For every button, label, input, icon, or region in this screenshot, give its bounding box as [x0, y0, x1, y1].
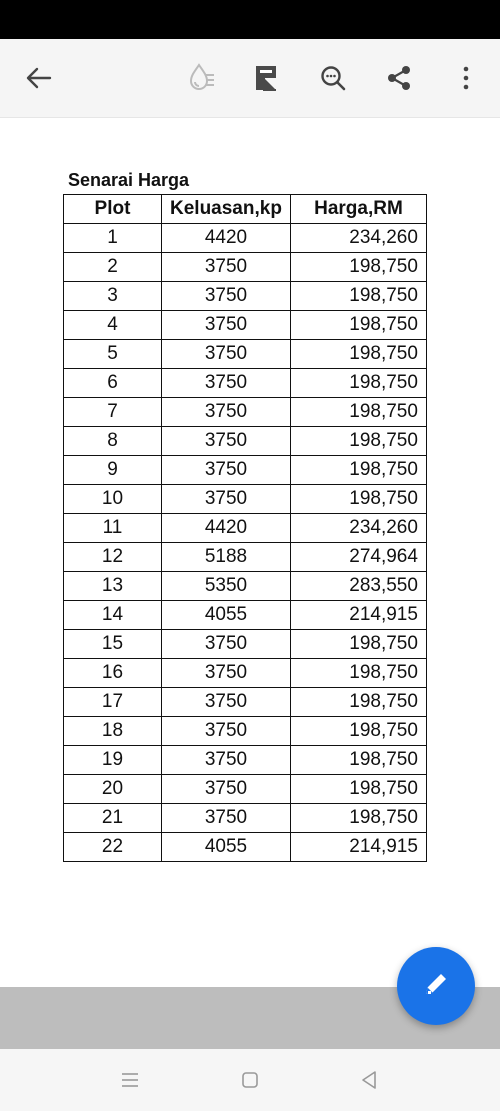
- cell-price: 234,260: [290, 224, 426, 253]
- cell-price: 283,550: [290, 572, 426, 601]
- cell-price: 198,750: [290, 456, 426, 485]
- table-row: [64, 746, 427, 775]
- cell-plot: 2: [64, 253, 162, 282]
- ink-saver-icon[interactable]: [181, 58, 221, 98]
- back-triangle-icon[interactable]: [354, 1065, 384, 1095]
- table-row: [64, 804, 427, 833]
- cell-plot: 19: [64, 746, 162, 775]
- cell-plot: 13: [64, 572, 162, 601]
- cell-plot: 21: [64, 804, 162, 833]
- cell-price: 234,260: [290, 514, 426, 543]
- cell-area: 3750: [162, 804, 291, 833]
- recent-apps-icon[interactable]: [115, 1065, 145, 1095]
- cell-price: 198,750: [290, 369, 426, 398]
- cell-plot: 14: [64, 601, 162, 630]
- price-table: [63, 194, 427, 862]
- edit-fab-button[interactable]: [397, 947, 475, 1025]
- cell-plot: 16: [64, 659, 162, 688]
- cell-price: 214,915: [290, 601, 426, 630]
- cell-area: 4420: [162, 514, 291, 543]
- cell-area: 5350: [162, 572, 291, 601]
- cell-price: 198,750: [290, 804, 426, 833]
- home-icon[interactable]: [235, 1065, 265, 1095]
- table-row: [64, 311, 427, 340]
- system-nav-bar: [0, 1049, 500, 1111]
- table-row: [64, 775, 427, 804]
- cell-plot: 7: [64, 398, 162, 427]
- cell-plot: 9: [64, 456, 162, 485]
- cell-plot: 4: [64, 311, 162, 340]
- cell-area: 3750: [162, 456, 291, 485]
- cell-plot: 18: [64, 717, 162, 746]
- cell-area: 3750: [162, 485, 291, 514]
- share-icon[interactable]: [379, 58, 419, 98]
- table-row: [64, 282, 427, 311]
- table-row: [64, 514, 427, 543]
- cell-plot: 6: [64, 369, 162, 398]
- sheet-title: Senarai Harga: [68, 170, 190, 190]
- edit-pencil-icon: [419, 967, 453, 1006]
- cell-area: 3750: [162, 630, 291, 659]
- cell-area: 3750: [162, 311, 291, 340]
- cell-plot: 10: [64, 485, 162, 514]
- cell-price: 198,750: [290, 427, 426, 456]
- cell-plot: 11: [64, 514, 162, 543]
- cell-price: 198,750: [290, 485, 426, 514]
- table-row: [64, 717, 427, 746]
- more-vert-icon[interactable]: [446, 58, 486, 98]
- table-row: [64, 543, 427, 572]
- cell-plot: 1: [64, 224, 162, 253]
- cell-area: 3750: [162, 775, 291, 804]
- cell-price: 198,750: [290, 398, 426, 427]
- cell-price: 198,750: [290, 253, 426, 282]
- cell-price: 198,750: [290, 775, 426, 804]
- cell-area: 3750: [162, 688, 291, 717]
- cell-price: 274,964: [290, 543, 426, 572]
- column-header-price: Harga,RM: [290, 195, 426, 224]
- cell-area: 3750: [162, 659, 291, 688]
- cell-area: 4420: [162, 224, 291, 253]
- cell-plot: 15: [64, 630, 162, 659]
- table-row: [64, 659, 427, 688]
- table-row: [64, 630, 427, 659]
- cell-price: 198,750: [290, 340, 426, 369]
- cell-plot: 22: [64, 833, 162, 862]
- cell-area: 3750: [162, 427, 291, 456]
- cell-price: 198,750: [290, 717, 426, 746]
- cell-plot: 17: [64, 688, 162, 717]
- table-row: [64, 833, 427, 862]
- cell-area: 3750: [162, 282, 291, 311]
- cell-area: 3750: [162, 340, 291, 369]
- table-row: [64, 340, 427, 369]
- cell-price: 198,750: [290, 746, 426, 775]
- table-row: [64, 572, 427, 601]
- cell-price: 198,750: [290, 311, 426, 340]
- column-header-plot: Plot: [64, 195, 162, 224]
- status-bar: [0, 0, 500, 39]
- cell-area: 3750: [162, 398, 291, 427]
- app-toolbar: [0, 39, 500, 118]
- cell-area: 5188: [162, 543, 291, 572]
- cell-area: 3750: [162, 369, 291, 398]
- cell-plot: 5: [64, 340, 162, 369]
- cell-plot: 20: [64, 775, 162, 804]
- cell-price: 198,750: [290, 659, 426, 688]
- table-row: [64, 427, 427, 456]
- search-icon[interactable]: [313, 58, 353, 98]
- cell-plot: 12: [64, 543, 162, 572]
- table-row: [64, 688, 427, 717]
- reading-mode-icon[interactable]: [246, 58, 286, 98]
- cell-area: 4055: [162, 833, 291, 862]
- table-row: [64, 398, 427, 427]
- back-arrow-icon[interactable]: [19, 58, 59, 98]
- table-row: [64, 224, 427, 253]
- table-row: [64, 601, 427, 630]
- cell-price: 198,750: [290, 630, 426, 659]
- cell-price: 198,750: [290, 688, 426, 717]
- column-header-area: Keluasan,kp: [162, 195, 291, 224]
- cell-price: 198,750: [290, 282, 426, 311]
- table-row: [64, 253, 427, 282]
- table-row: [64, 485, 427, 514]
- cell-plot: 3: [64, 282, 162, 311]
- cell-area: 4055: [162, 601, 291, 630]
- table-row: [64, 456, 427, 485]
- table-row: [64, 369, 427, 398]
- cell-area: 3750: [162, 746, 291, 775]
- cell-area: 3750: [162, 717, 291, 746]
- cell-price: 214,915: [290, 833, 426, 862]
- cell-plot: 8: [64, 427, 162, 456]
- table-header-row: [64, 195, 427, 224]
- cell-area: 3750: [162, 253, 291, 282]
